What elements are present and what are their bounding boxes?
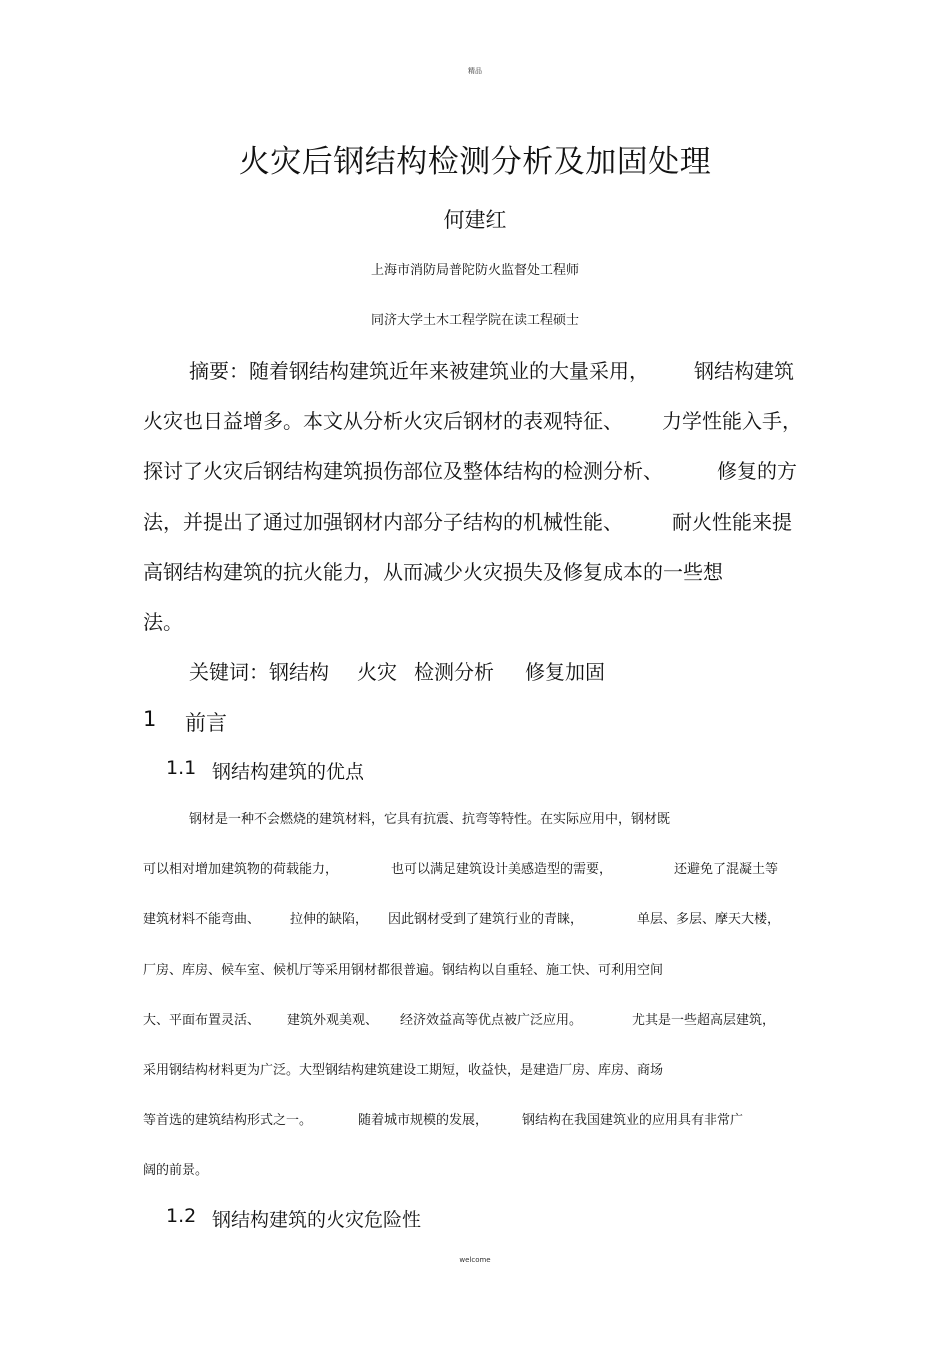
keyword-3: 检测分析 [414, 660, 494, 684]
body-line-3a: 建筑材料不能弯曲、 [143, 912, 261, 927]
body-line-4: 厂房、库房、候车室、候机厅等采用钢材都很普遍。钢结构以自重轻、施工快、可利用空间 [143, 963, 664, 978]
body-line-3d: 单层、多层、摩天大楼， [637, 912, 781, 927]
author-name: 何建红 [443, 208, 507, 232]
document-title: 火灾后钢结构检测分析及加固处理 [238, 144, 712, 180]
abstract-line-2b: 力学性能入手， [662, 409, 802, 433]
keyword-4: 修复加固 [525, 660, 605, 684]
abstract-line-5: 高钢结构建筑的抗火能力，从而减少火灾损失及修复成本的一些想 [143, 560, 723, 584]
section-1-number: 1 [143, 707, 157, 731]
body-line-5a: 大、平面布置灵活、 [143, 1013, 261, 1028]
keywords-label: 关键词：钢结构 [189, 660, 329, 684]
section-1-2-number: 1.2 [166, 1205, 197, 1227]
body-line-3b: 拉伸的缺陷， [290, 912, 369, 927]
body-line-5d: 尤其是一些超高层建筑， [632, 1013, 776, 1028]
affiliation-1: 上海市消防局普陀防火监督处工程师 [370, 263, 579, 278]
page-header: 精品 [468, 67, 482, 75]
body-line-6: 采用钢结构材料更为广泛。大型钢结构建筑建设工期短，收益快，是建造厂房、库房、商场 [143, 1063, 664, 1078]
section-1-2-title: 钢结构建筑的火灾危险性 [212, 1209, 422, 1231]
body-line-1: 钢材是一种不会燃烧的建筑材料，它具有抗震、抗弯等特性。在实际应用中，钢材既 [189, 812, 671, 827]
affiliation-2: 同济大学土木工程学院在读工程硕士 [370, 313, 579, 328]
abstract-line-6: 法。 [143, 610, 183, 634]
section-1-1-number: 1.1 [166, 757, 197, 779]
body-line-7a: 等首选的建筑结构形式之一。 [143, 1113, 313, 1128]
body-line-2c: 还避免了混凝土等 [674, 862, 779, 877]
section-1-title: 前言 [185, 711, 227, 735]
body-line-5b: 建筑外观美观、 [287, 1013, 379, 1028]
body-line-7b: 随着城市规模的发展， [358, 1113, 489, 1128]
body-line-2a: 可以相对增加建筑物的荷载能力， [143, 862, 339, 877]
abstract-line-1b: 钢结构建筑 [694, 359, 794, 383]
abstract-line-2a: 火灾也日益增多。本文从分析火灾后钢材的表观特征、 [143, 409, 623, 433]
keyword-2: 火灾 [357, 660, 397, 684]
section-1-1-title: 钢结构建筑的优点 [212, 761, 365, 783]
body-line-3c: 因此钢材受到了建筑行业的青睐， [388, 912, 584, 927]
body-line-2b: 也可以满足建筑设计美感造型的需要， [391, 862, 613, 877]
body-line-8: 阔的前景。 [143, 1163, 209, 1178]
abstract-line-1a: 摘要：随着钢结构建筑近年来被建筑业的大量采用， [189, 359, 649, 383]
abstract-line-4b: 耐火性能来提 [672, 510, 792, 534]
body-line-7c: 钢结构在我国建筑业的应用具有非常广 [522, 1113, 744, 1128]
body-line-5c: 经济效益高等优点被广泛应用。 [400, 1013, 583, 1028]
abstract-line-3a: 探讨了火灾后钢结构建筑损伤部位及整体结构的检测分析、 [143, 459, 663, 483]
abstract-line-4a: 法，并提出了通过加强钢材内部分子结构的机械性能、 [143, 510, 623, 534]
abstract-line-3b: 修复的方 [717, 459, 797, 483]
page-footer: welcome [459, 1256, 491, 1264]
